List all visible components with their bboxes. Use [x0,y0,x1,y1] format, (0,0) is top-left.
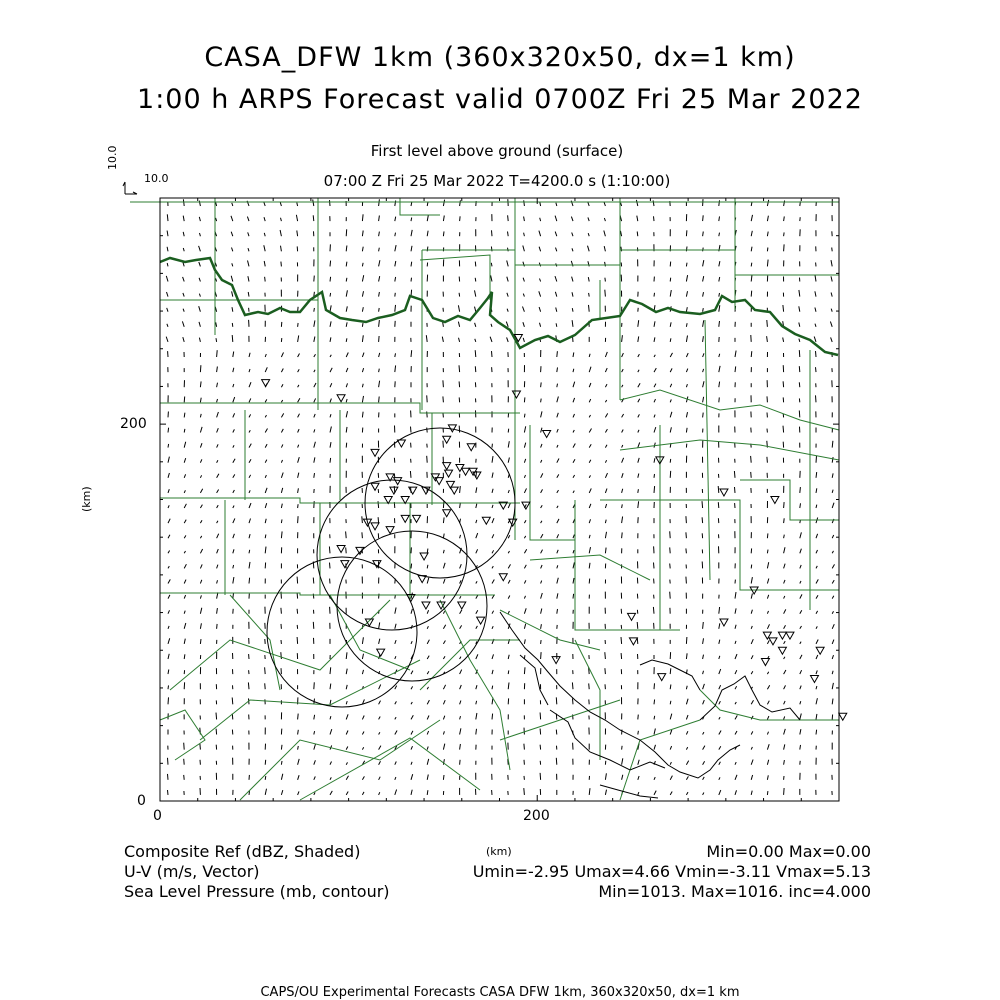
river-boundary [160,258,838,355]
station-markers [262,334,847,720]
station-triangle-icon [371,523,379,530]
station-triangle-icon [499,574,507,581]
plot-title-line2: 1:00 h ARPS Forecast valid 0700Z Fri 25 Mar 2022 [137,84,863,115]
station-triangle-icon [786,632,794,639]
station-triangle-icon [413,515,421,522]
station-triangle-icon [450,487,458,494]
station-triangle-icon [477,617,485,624]
station-triangle-icon [810,676,818,683]
station-triangle-icon [443,510,451,517]
station-triangle-icon [552,657,560,664]
station-triangle-icon [771,497,779,504]
station-triangle-icon [337,545,345,552]
wind-vector-field [166,199,834,795]
station-triangle-icon [443,463,451,470]
reference-vector-label: 10.0 [144,172,169,185]
x-tick-200: 200 [523,808,550,824]
station-triangle-icon [341,561,349,568]
station-triangle-icon [386,527,394,534]
plot-title-line1: CASA_DFW 1km (360x320x50, dx=1 km) [204,42,796,73]
station-triangle-icon [467,444,475,451]
legend-reflectivity-label: Composite Ref (dBZ, Shaded) [124,842,361,861]
legend-pressure-range: Min=1013. Max=1016. inc=4.000 [598,882,871,901]
station-triangle-icon [377,649,385,656]
station-triangle-icon [778,632,786,639]
station-triangle-icon [401,515,409,522]
station-triangle-icon [628,613,636,620]
x-axis-label: (km) [486,845,512,858]
station-triangle-icon [409,487,417,494]
station-triangle-icon [462,468,470,475]
station-triangle-icon [778,647,786,654]
station-triangle-icon [720,619,728,626]
reference-vector-label-vertical: 10.0 [106,145,119,170]
station-triangle-icon [443,436,451,443]
station-triangle-icon [543,431,551,438]
station-triangle-icon [401,497,409,504]
station-triangle-icon [816,647,824,654]
station-triangle-icon [761,659,769,666]
station-triangle-icon [422,602,430,609]
station-triangle-icon [384,497,392,504]
station-triangle-icon [769,638,777,645]
station-triangle-icon [445,470,453,477]
y-axis-label: (km) [80,486,93,512]
station-triangle-icon [356,547,364,554]
station-triangle-icon [839,713,847,720]
y-tick-200: 200 [120,416,147,432]
reference-vector-icon [123,182,137,194]
county-boundaries [130,198,839,800]
footer-credit: CAPS/OU Experimental Forecasts CASA DFW 1km, 360x320x50, dx=1 km [260,985,740,1000]
station-triangle-icon [720,489,728,496]
station-triangle-icon [512,391,520,398]
station-triangle-icon [394,478,402,485]
legend-wind-range: Umin=-2.95 Umax=4.66 Vmin=-3.11 Vmax=5.13 [472,862,871,881]
station-triangle-icon [629,638,637,645]
station-triangle-icon [482,517,490,524]
legend-reflectivity-range: Min=0.00 Max=0.00 [706,842,871,861]
station-triangle-icon [371,449,379,456]
station-triangle-icon [458,602,466,609]
legend-wind-label: U-V (m/s, Vector) [124,862,260,881]
station-triangle-icon [337,395,345,402]
station-triangle-icon [658,674,666,681]
time-subtitle: 07:00 Z Fri 25 Mar 2022 T=4200.0 s (1:10:00) [323,172,671,190]
station-triangle-icon [420,553,428,560]
legend-pressure-label: Sea Level Pressure (mb, contour) [124,882,390,901]
shoreline-contour [500,612,800,798]
level-subtitle: First level above ground (surface) [370,142,624,160]
y-tick-0: 0 [137,793,146,809]
x-tick-0: 0 [153,808,162,824]
